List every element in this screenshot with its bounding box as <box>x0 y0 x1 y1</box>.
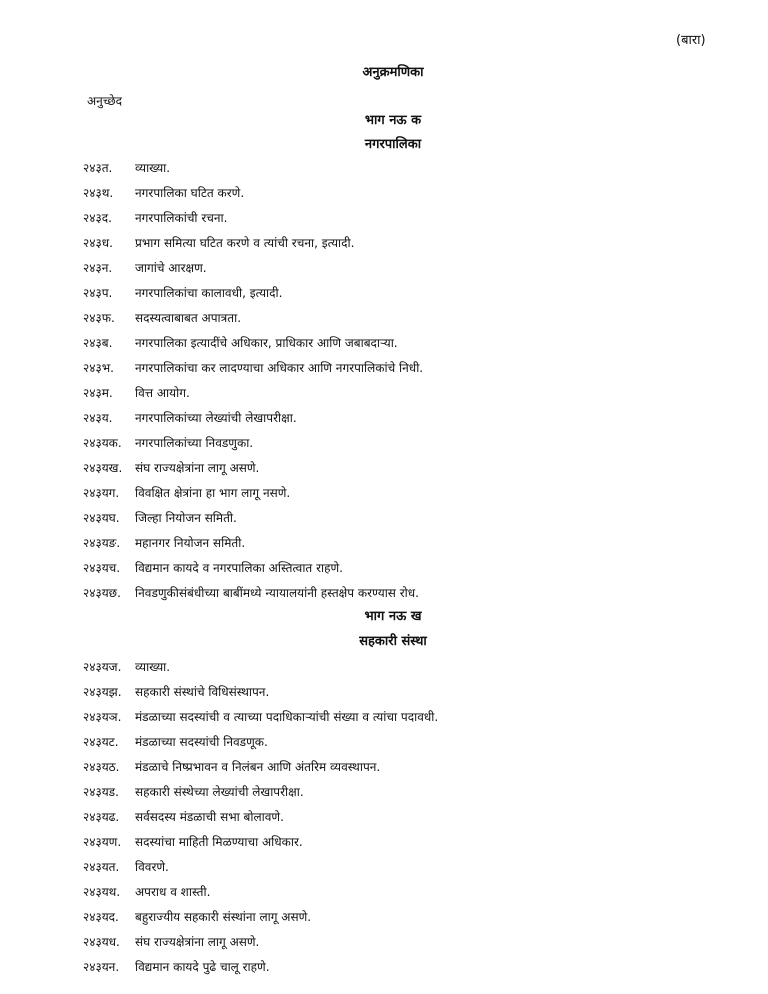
article-number: २४३यण. <box>83 835 122 849</box>
list-item <box>83 580 423 605</box>
article-number: २४३भ. <box>83 361 114 375</box>
article-column-label: अनुच्छेद <box>87 94 123 108</box>
article-number: २४३ध. <box>83 236 113 250</box>
list-item <box>83 330 423 355</box>
list-item <box>83 704 438 729</box>
article-number: २४३यध. <box>83 935 120 949</box>
article-title: अपराध व शास्ती. <box>135 885 211 899</box>
article-title: व्याख्या. <box>135 161 171 175</box>
article-number: २४३थ. <box>83 186 114 200</box>
article-title: सदस्यत्वाबाबत अपात्रता. <box>135 311 242 325</box>
article-number: २४३यत. <box>83 860 120 874</box>
article-number: २४३यङ. <box>83 536 121 550</box>
article-title: विद्यमान कायदे व नगरपालिका अस्तित्वात राहणे. <box>135 561 343 575</box>
list-item <box>83 380 423 405</box>
list-item <box>83 904 438 929</box>
article-number: २४३यघ. <box>83 511 120 525</box>
article-number: २४३यग. <box>83 486 120 500</box>
article-number: २४३त. <box>83 161 113 175</box>
article-title: सर्वसदस्य मंडळाची सभा बोलावणे. <box>135 810 284 824</box>
article-title: नगरपालिका इत्यादींचे अधिकार, प्राधिकार आणि जबाबदाऱ्या. <box>135 336 398 350</box>
list-item <box>83 205 423 230</box>
list-item <box>83 779 438 804</box>
article-number: २४३यथ. <box>83 885 121 899</box>
article-title: संघ राज्यक्षेत्रांना लागू असणे. <box>135 935 260 949</box>
article-title: महानगर नियोजन समिती. <box>135 536 246 550</box>
article-title: नगरपालिका घटित करणे. <box>135 186 245 200</box>
article-title: प्रभाग समित्या घटित करणे व त्यांची रचना, इत्यादी. <box>135 236 355 250</box>
page-title: अनुक्रमणिका <box>362 65 424 80</box>
article-title: जागांचे आरक्षण. <box>135 261 207 275</box>
list-item <box>83 754 438 779</box>
article-title: निवडणुकीसंबंधीच्या बाबींमध्ये न्यायालयांनी हस्तक्षेप करण्यास रोध. <box>135 586 419 600</box>
article-title: विद्यमान कायदे पुढे चालू राहणे. <box>135 960 270 974</box>
article-number: २४३यन. <box>83 960 120 974</box>
article-number: २४३यछ. <box>83 586 121 600</box>
article-title: सहकारी संस्थांचे विधिसंस्थापन. <box>135 685 270 699</box>
article-number: २४३यढ. <box>83 810 120 824</box>
part-one-subheading: नगरपालिका <box>364 137 422 152</box>
article-title: संघ राज्यक्षेत्रांना लागू असणे. <box>135 461 260 475</box>
list-item <box>83 255 423 280</box>
article-number: २४३द. <box>83 211 112 225</box>
article-number: २४३यद. <box>83 910 119 924</box>
list-item <box>83 280 423 305</box>
article-number: २४३न. <box>83 261 113 275</box>
list-item <box>83 155 423 180</box>
article-number: २४३यट. <box>83 735 119 749</box>
list-item <box>83 355 423 380</box>
article-title: विवक्षित क्षेत्रांना हा भाग लागू नसणे. <box>135 486 291 500</box>
article-title: विवरणे. <box>135 860 169 874</box>
list-item <box>83 804 438 829</box>
article-title: व्याख्या. <box>135 660 171 674</box>
list-item <box>83 854 438 879</box>
list-item <box>83 405 423 430</box>
list-item <box>83 555 423 580</box>
article-title: सदस्यांचा माहिती मिळण्याचा अधिकार. <box>135 835 303 849</box>
list-item <box>83 729 438 754</box>
list-item <box>83 879 438 904</box>
part-one-entry-list <box>83 155 423 605</box>
article-number: २४३यड. <box>83 785 119 799</box>
list-item <box>83 180 423 205</box>
article-number: २४३फ. <box>83 311 115 325</box>
article-number: २४३यख. <box>83 461 123 475</box>
article-number: २४३यठ. <box>83 760 120 774</box>
article-title: मंडळाचे निष्प्रभावन व निलंबन आणि अंतरिम व्यवस्थापन. <box>135 760 381 774</box>
list-item <box>83 530 423 555</box>
article-title: नगरपालिकांचा कालावधी, इत्यादी. <box>135 286 283 300</box>
part-two-heading: भाग नऊ ख <box>364 609 422 624</box>
list-item <box>83 230 423 255</box>
article-title: बहुराज्यीय सहकारी संस्थांना लागू असणे. <box>135 910 312 924</box>
article-number: २४३यज. <box>83 660 122 674</box>
article-title: मंडळाच्या सदस्यांची व त्याच्या पदाधिकाऱ्यांची संख्या व त्यांचा पदावधी. <box>135 710 439 724</box>
article-number: २४३यच. <box>83 561 121 575</box>
article-title: मंडळाच्या सदस्यांची निवडणूक. <box>135 735 268 749</box>
list-item <box>83 505 423 530</box>
article-title: नगरपालिकांच्या लेख्यांची लेखापरीक्षा. <box>135 411 297 425</box>
page-number: (बारा) <box>676 33 706 48</box>
list-item <box>83 654 438 679</box>
part-one-heading: भाग नऊ क <box>364 113 422 128</box>
article-number: २४३म. <box>83 386 113 400</box>
article-number: २४३यञ. <box>83 710 122 724</box>
list-item <box>83 829 438 854</box>
part-two-entry-list <box>83 654 438 979</box>
list-item <box>83 954 438 979</box>
list-item <box>83 305 423 330</box>
article-number: २४३यझ. <box>83 685 122 699</box>
article-title: नगरपालिकांचा कर लादण्याचा अधिकार आणि नगरपालिकांचे निधी. <box>135 361 424 375</box>
article-title: नगरपालिकांची रचना. <box>135 211 228 225</box>
article-number: २४३ब. <box>83 336 113 350</box>
article-number: २४३प. <box>83 286 113 300</box>
article-number: २४३य. <box>83 411 113 425</box>
article-title: सहकारी संस्थेच्या लेख्यांची लेखापरीक्षा. <box>135 785 304 799</box>
list-item <box>83 679 438 704</box>
list-item <box>83 480 423 505</box>
article-title: वित्त आयोग. <box>135 386 190 400</box>
article-title: जिल्हा नियोजन समिती. <box>135 511 237 525</box>
list-item <box>83 455 423 480</box>
article-number: २४३यक. <box>83 436 122 450</box>
part-two-subheading: सहकारी संस्था <box>359 634 427 649</box>
list-item <box>83 430 423 455</box>
list-item <box>83 929 438 954</box>
article-title: नगरपालिकांच्या निवडणुका. <box>135 436 254 450</box>
